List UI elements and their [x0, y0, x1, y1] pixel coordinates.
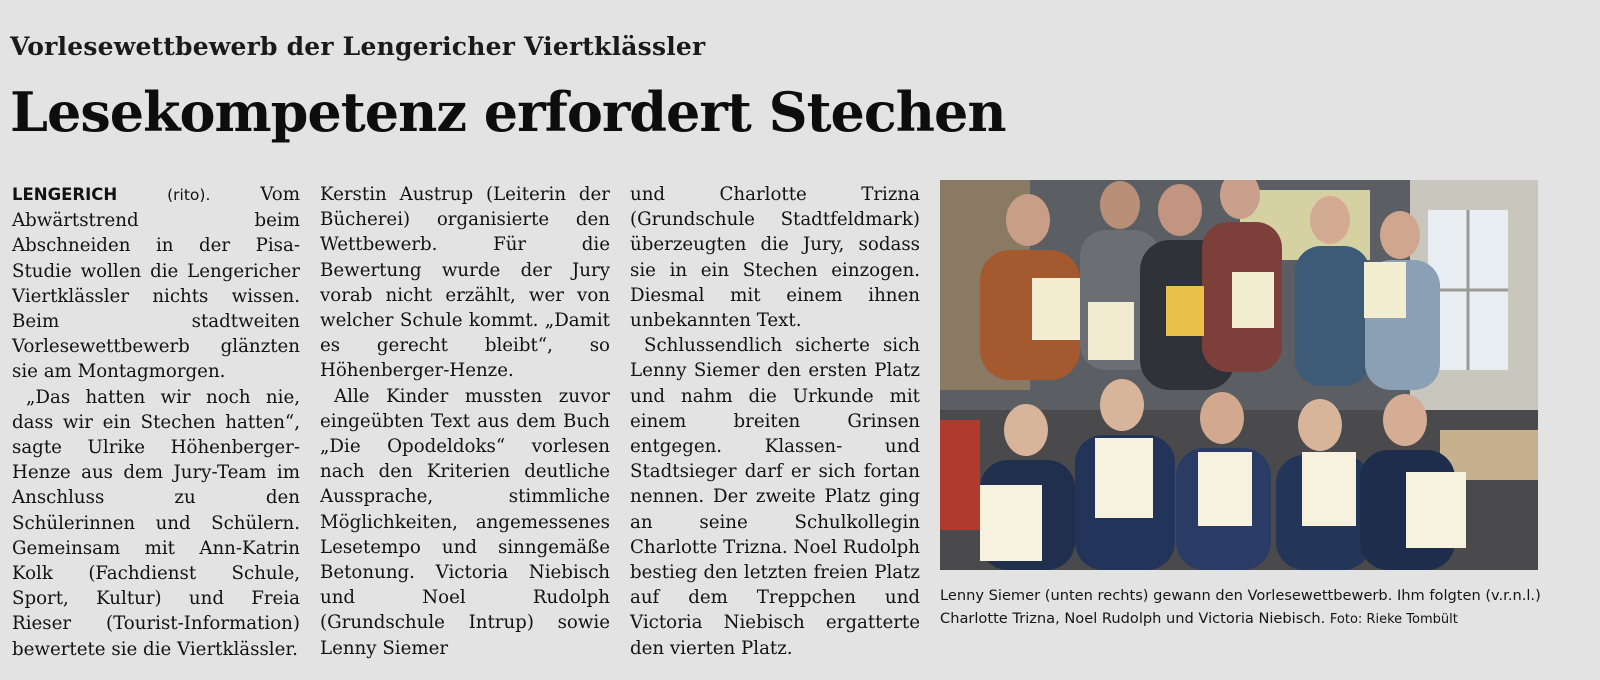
article-photo	[940, 180, 1538, 570]
article-paragraph: „Das hatten wir noch nie, dass wir ein Stechen hatten“, sagte Ulrike Höhenberger-Henze aus dem Jury-Team im Anschluss zu den Schülerinnen und Schülern. Gemeinsam mit Ann-Katrin Kolk (Fachdienst Schule, Sport, Kultur) und Freia Rieser (Tourist-Information) bewertete sie die Viertklässler.	[12, 386, 300, 660]
article-column-3	[630, 182, 920, 661]
article-headline: Lesekompetenz erfordert Stechen	[10, 80, 1006, 144]
article-paragraph: und Charlotte Trizna (Grundschule Stadtfeldmark) überzeugten die Jury, sodass sie in ein Stechen einzogen. Diesmal mit einem ihnen unbekannten Text.	[630, 184, 920, 332]
dateline-place: LENGERICH	[12, 185, 118, 204]
group-photo-illustration	[940, 180, 1538, 570]
article-paragraph: Alle Kinder mussten zuvor eingeübten Text aus dem Buch „Die Opodeldoks“ vorlesen nach den Kriterien deutliche Aussprache, stimmliche Möglichkeiten, angemessenes Lesetempo und sinngemäße Betonung. Victoria Niebisch und Noel Rudolph (Grundschule Intrup) sowie Lenny Siemer	[320, 385, 610, 659]
dateline-tag: (rito).	[167, 186, 211, 204]
photo-caption	[940, 584, 1550, 631]
article-paragraph	[12, 182, 300, 385]
photo-credit: Foto: Rieke Tombült	[1329, 612, 1458, 627]
article-column-2	[320, 182, 610, 661]
article-column-1	[12, 182, 300, 662]
paragraph-text: Vom Abwärtstrend beim Abschneiden in der Pisa-Studie wollen die Lengericher Viertklässler nichts wissen. Beim stadtweiten Vorlesewettbewerb glänzten sie am Montagmorgen.	[12, 184, 300, 383]
article-paragraph: Schlussendlich sicherte sich Lenny Siemer den ersten Platz und nahm die Urkunde mit einem breiten Grinsen entgegen. Klassen- und Stadtsieger darf er sich fortan nennen. Der zweite Platz ging an seine Schulkollegin Charlotte Trizna. Noel Rudolph bestieg den letzten freien Platz auf dem Treppchen und Victoria Niebisch ergatterte den vierten Platz.	[630, 335, 920, 659]
article-kicker: Vorlesewettbewerb der Lengericher Viertklässler	[10, 32, 706, 61]
caption-text: Lenny Siemer (unten rechts) gewann den Vorlesewettbewerb. Ihm folgten (v.r.n.l.) Charlotte Trizna, Noel Rudolph und Victoria Niebisch.	[940, 587, 1541, 627]
article-paragraph: Kerstin Austrup (Leiterin der Bücherei) organisierte den Wettbewerb. Für die Bewertung wurde der Jury vorab nicht erzählt, wer von welcher Schule kommt. „Damit es gerecht bleibt“, so Höhenberger-Henze.	[320, 184, 610, 382]
